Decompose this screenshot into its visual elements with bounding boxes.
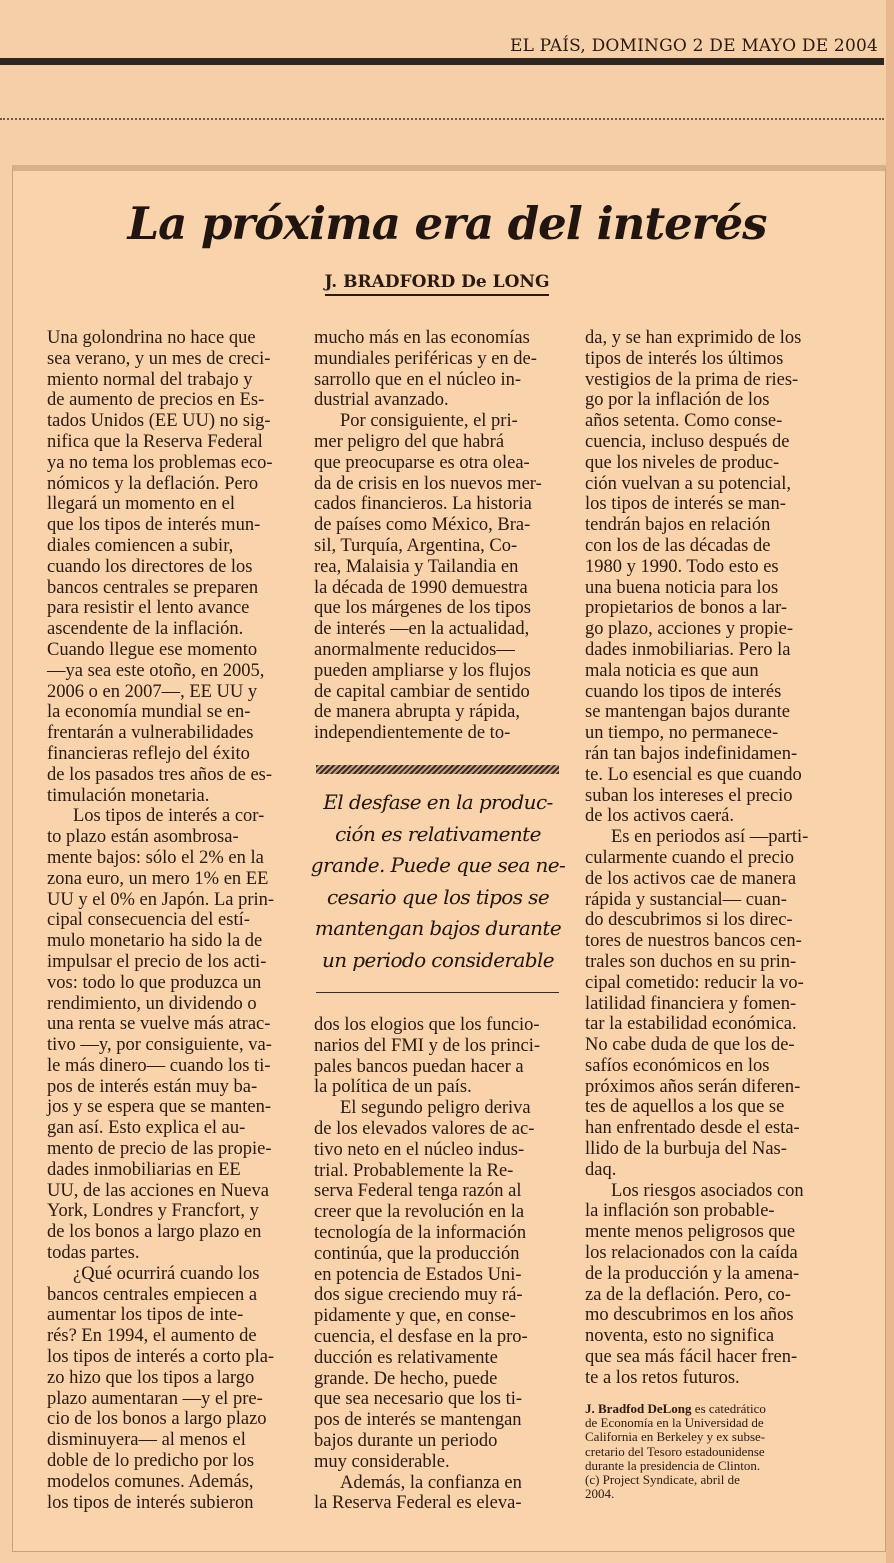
text-line: UU, de las acciones en Nueva — [47, 1180, 269, 1201]
text-line: trial. Probablemente la Re- — [314, 1160, 514, 1181]
text-line: frentarán a vulnerabilidades — [47, 723, 254, 744]
text-line: sarrollo que en el núcleo in- — [314, 369, 522, 390]
text-line: 2006 o en 2007—, EE UU y — [47, 681, 258, 702]
text-line: de manera abrupta y rápida, — [314, 702, 520, 723]
text-line: Es en periodos así —parti- — [611, 827, 809, 848]
text-line: rea, Malaisia y Tailandia en — [314, 556, 519, 577]
text-line: tipos de interés los últimos — [585, 348, 784, 369]
text-line: pueden ampliarse y los flujos — [314, 660, 531, 681]
text-line: serva Federal tenga razón al — [314, 1181, 522, 1202]
text-line: Los tipos de interés a cor- — [73, 806, 265, 827]
text-line: cipal cometido: reducir la vo- — [585, 972, 804, 993]
text-line: nifica que la Reserva Federal — [47, 431, 263, 452]
text-line: tivo —y, por consiguiente, va- — [47, 1035, 272, 1056]
column-1 — [47, 328, 295, 1513]
text-line: de los activos cae de manera — [585, 868, 797, 889]
text-line: mo descubrimos en los años — [585, 1305, 794, 1326]
text-line: con los de las décadas de — [585, 535, 771, 556]
text-line: latilidad financiera y fomen- — [585, 993, 797, 1014]
text-line: rápida y sustancial— cuan- — [585, 889, 787, 910]
text-line: tar la estabilidad económica. — [585, 1014, 797, 1035]
text-line: zo hizo que los tipos a largo — [47, 1367, 255, 1388]
text-line: para resistir el lento avance — [47, 598, 250, 619]
text-line: doble de lo predicho por los — [47, 1451, 255, 1472]
text-line: propietarios de bonos a lar- — [585, 598, 788, 619]
text-line: cuencia, incluso después de — [585, 431, 790, 452]
text-line: la economía mundial se en- — [47, 702, 251, 723]
text-line: narios del FMI y de los princi- — [314, 1035, 541, 1056]
text-line: daq. — [585, 1159, 617, 1180]
text-line: go por la inflación de los — [585, 390, 770, 411]
text-line: ascendente de la inflación. — [47, 619, 244, 640]
text-line: rendimiento, un dividendo o — [47, 993, 257, 1014]
text-line: zona euro, un mero 1% en EE — [47, 868, 269, 889]
text-line: de países como México, Bra- — [314, 515, 531, 536]
bio-line — [585, 1402, 835, 1416]
text-line: bajos durante un periodo — [314, 1430, 498, 1451]
text-line: do descubrimos si los direc- — [585, 910, 793, 931]
text-line: le más dinero— cuando los ti- — [47, 1055, 271, 1076]
column-2-bottom — [314, 1015, 564, 1514]
text-line: mer peligro del que habrá — [314, 431, 505, 452]
text-line: dos los elogios que los funcio- — [314, 1015, 540, 1035]
pull-quote — [310, 787, 566, 976]
text-line: pos de interés están muy ba- — [47, 1076, 258, 1097]
pull-quote-line: El desfase en la produc- — [323, 790, 553, 814]
text-line: que sea necesario que los ti- — [314, 1389, 523, 1410]
text-line: noventa, esto no significa — [585, 1326, 775, 1347]
text-line: los tipos de interés a corto pla- — [47, 1347, 275, 1368]
text-line: trales son duchos en su prin- — [585, 951, 797, 972]
text-line: financieras reflejo del éxito — [47, 743, 250, 764]
pull-quote-bar — [316, 765, 559, 774]
bio-line: cretario del Tesoro estadounidense — [585, 1443, 765, 1459]
text-line: dos sigue creciendo muy rá- — [314, 1285, 523, 1306]
text-line: que los niveles de produc- — [585, 452, 780, 473]
text-line: UU y el 0% en Japón. La prin- — [47, 889, 275, 910]
text-line: safíos económicos en los — [585, 1055, 770, 1076]
text-line: to plazo están asombrosa- — [47, 827, 239, 848]
text-line: mento de precio de las propie- — [47, 1139, 272, 1160]
column-3 — [585, 328, 835, 1389]
text-line: te. Lo esencial es que cuando — [585, 764, 802, 785]
text-line: bancos centrales empiecen a — [47, 1284, 258, 1305]
text-line: de aumento de precios en Es- — [47, 390, 265, 411]
text-line: grande. De hecho, puede — [314, 1368, 498, 1389]
text-line: dades inmobiliarias en EE — [47, 1159, 241, 1180]
text-line: Por consiguiente, el pri- — [340, 411, 518, 432]
bio-line: de Economía en la Universidad de — [585, 1415, 764, 1431]
bio-line: California en Berkeley y ex subse- — [585, 1429, 766, 1445]
text-line: que sea más fácil hacer fren- — [585, 1347, 798, 1368]
author-bio — [585, 1402, 835, 1501]
text-line: que los márgenes de los tipos — [314, 598, 532, 619]
text-line: dades inmobiliarias. Pero la — [585, 639, 791, 660]
text-line: de los pasados tres años de es- — [47, 764, 273, 785]
bio-line: 2004. — [585, 1486, 615, 1502]
bio-line: durante la presidencia de Clinton. — [585, 1457, 761, 1473]
text-line: la política de un país. — [314, 1077, 472, 1098]
masthead-rule — [0, 58, 884, 65]
text-line: que preocuparse es otra olea- — [314, 452, 530, 473]
text-line: sil, Turquía, Argentina, Co- — [314, 535, 518, 556]
text-line: Los riesgos asociados con — [611, 1180, 804, 1201]
text-line: pos de interés se mantengan — [314, 1410, 522, 1431]
text-line: impulsar el precio de los acti- — [47, 951, 267, 972]
text-line: los tipos de interés subieron — [47, 1492, 254, 1513]
text-line: mulo monetario ha sido la de — [47, 931, 263, 952]
text-line: de los activos caerá. — [585, 806, 734, 827]
text-line: mente bajos: sólo el 2% en la — [47, 847, 264, 868]
text-line: da, y se han exprimido de los — [585, 328, 802, 348]
text-line: cuando los directores de los — [47, 556, 253, 577]
text-line: tendrán bajos en relación — [585, 515, 771, 536]
text-line: se mantengan bajos durante — [585, 702, 790, 723]
text-line: ción vuelvan a su potencial, — [585, 473, 792, 494]
text-line: go plazo, acciones y propie- — [585, 619, 794, 640]
text-line: da de crisis en los nuevos mer- — [314, 473, 542, 494]
text-line: mundiales periféricas y en de- — [314, 348, 537, 369]
text-line: plazo aumentaran —y el pre- — [47, 1388, 263, 1409]
text-line: 1980 y 1990. Todo esto es — [585, 556, 779, 577]
text-line: diales comiencen a subir, — [47, 535, 234, 556]
headline: La próxima era del interés — [127, 197, 767, 250]
text-line: sea verano, y un mes de creci- — [47, 348, 271, 369]
text-line: de los elevados valores de ac- — [314, 1118, 535, 1139]
text-line: Cuando llegue ese momento — [47, 639, 258, 660]
pull-quote-line: un periodo considerable — [321, 947, 555, 972]
text-line: vos: todo lo que produzca un — [47, 972, 262, 993]
text-line: —ya sea este otoño, en 2005, — [47, 660, 265, 681]
text-line: York, Londres y Francfort, y — [47, 1201, 259, 1222]
byline — [0, 272, 874, 292]
text-line: de la producción y la amena- — [585, 1263, 800, 1284]
text-line: han enfrentado desde el esta- — [585, 1118, 800, 1139]
text-line: llegará un momento en el — [47, 494, 236, 515]
byline-text: J. BRADFORD De LONG — [325, 272, 550, 296]
text-line: una buena noticia para los — [585, 577, 779, 598]
text-line: gan así. Esto explica el au- — [47, 1118, 246, 1139]
text-line: cipal consecuencia del estí- — [47, 910, 250, 931]
text-line: disminuyera— al menos el — [47, 1430, 246, 1451]
bio-name: J. Bradfod DeLong — [585, 1401, 692, 1416]
text-line: de los bonos a largo plazo en — [47, 1222, 262, 1243]
pull-quote-line: cesario que los tipos se — [326, 884, 550, 909]
text-line: suban los intereses el precio — [585, 785, 793, 806]
masthead: EL PAÍS, DOMINGO 2 DE MAYO DE 2004 — [509, 36, 878, 56]
text-line: Una golondrina no hace que — [47, 328, 256, 348]
text-line: una renta se vuelve más atrac- — [47, 1014, 271, 1035]
text-line: tecnología de la información — [314, 1222, 527, 1243]
text-line: todas partes. — [47, 1243, 140, 1264]
text-line: jos y se espera que se manten- — [47, 1097, 271, 1118]
text-line: te a los retos futuros. — [585, 1367, 740, 1388]
text-line: pales bancos puedan hacer a — [314, 1056, 524, 1077]
text-line: bancos centrales se preparen — [47, 577, 259, 598]
text-line: rés? En 1994, el aumento de — [47, 1326, 257, 1347]
column-2-top — [314, 328, 564, 744]
text-line: ya no tema los problemas eco- — [47, 452, 273, 473]
text-line: vestigios de la prima de ries- — [585, 369, 799, 390]
text-line: cio de los bonos a largo plazo — [47, 1409, 267, 1430]
text-line: tados Unidos (EE UU) no sig- — [47, 411, 271, 432]
pull-quote-line: ción es relativamente — [335, 821, 541, 846]
text-line: timulación monetaria. — [47, 785, 210, 806]
text-line: pidamente y que, en conse- — [314, 1306, 516, 1327]
text-line: un tiempo, no permanece- — [585, 723, 779, 744]
text-line: la década de 1990 demuestra — [314, 577, 528, 598]
text-line: El segundo peligro deriva — [340, 1098, 531, 1119]
text-line: de capital cambiar de sentido — [314, 681, 530, 702]
text-line: tores de nuestros bancos cen- — [585, 931, 802, 952]
text-line: llido de la burbuja del Nas- — [585, 1139, 787, 1160]
text-line: za de la deflación. Pero, co- — [585, 1284, 791, 1305]
text-line: miento normal del trabajo y — [47, 369, 253, 390]
pull-quote-line: mantengan bajos durante — [314, 916, 562, 940]
pull-quote-rule — [316, 992, 559, 993]
text-line: aumentar los tipos de inte- — [47, 1305, 244, 1326]
pull-quote-line: grande. Puede que sea ne- — [310, 853, 566, 877]
text-line: que los tipos de interés mun- — [47, 515, 261, 536]
text-line: continúa, que la producción — [314, 1243, 520, 1264]
text-line: tivo neto en el núcleo indus- — [314, 1139, 525, 1160]
text-line: cuencia, el desfase en la pro- — [314, 1326, 528, 1347]
text-line: años setenta. Como conse- — [585, 411, 783, 432]
text-line: No cabe duda de que los de- — [585, 1035, 795, 1056]
text-line: los tipos de interés se man- — [585, 494, 786, 515]
text-line: ducción es relativamente — [314, 1347, 498, 1368]
text-line: cularmente cuando el precio — [585, 847, 795, 868]
text-line: mucho más en las economías — [314, 328, 530, 348]
text-line: anormalmente reducidos— — [314, 639, 515, 660]
text-line: la inflación son probable- — [585, 1201, 775, 1222]
text-line: nómicos y la deflación. Pero — [47, 473, 259, 494]
text-line: Además, la confianza en — [340, 1472, 522, 1493]
text-line: dustrial avanzado. — [314, 390, 449, 411]
text-line: rán tan bajos indefinidamen- — [585, 743, 798, 764]
bio-text: es catedrático — [691, 1401, 766, 1416]
text-line: los relacionados con la caída — [585, 1243, 798, 1264]
text-line: mente menos peligrosos que — [585, 1222, 796, 1243]
bio-line: (c) Project Syndicate, abril de — [585, 1472, 740, 1488]
text-line: tes de aquellos a los que se — [585, 1097, 785, 1118]
text-line: independientemente de to- — [314, 723, 511, 744]
dotted-rule — [0, 118, 884, 120]
text-line: cados financieros. La historia — [314, 494, 532, 515]
text-line: mala noticia es que aun — [585, 660, 759, 681]
text-line: creer que la revolución en la — [314, 1202, 525, 1223]
text-line: próximos años serán diferen- — [585, 1076, 801, 1097]
text-line: muy considerable. — [314, 1451, 450, 1472]
text-line: en potencia de Estados Uni- — [314, 1264, 522, 1285]
text-line: la Reserva Federal es eleva- — [314, 1493, 522, 1514]
text-line: modelos comunes. Además, — [47, 1471, 254, 1492]
text-line: de interés —en la actualidad, — [314, 619, 530, 640]
text-line: cuando los tipos de interés — [585, 681, 782, 702]
text-line: ¿Qué ocurrirá cuando los — [73, 1263, 260, 1284]
